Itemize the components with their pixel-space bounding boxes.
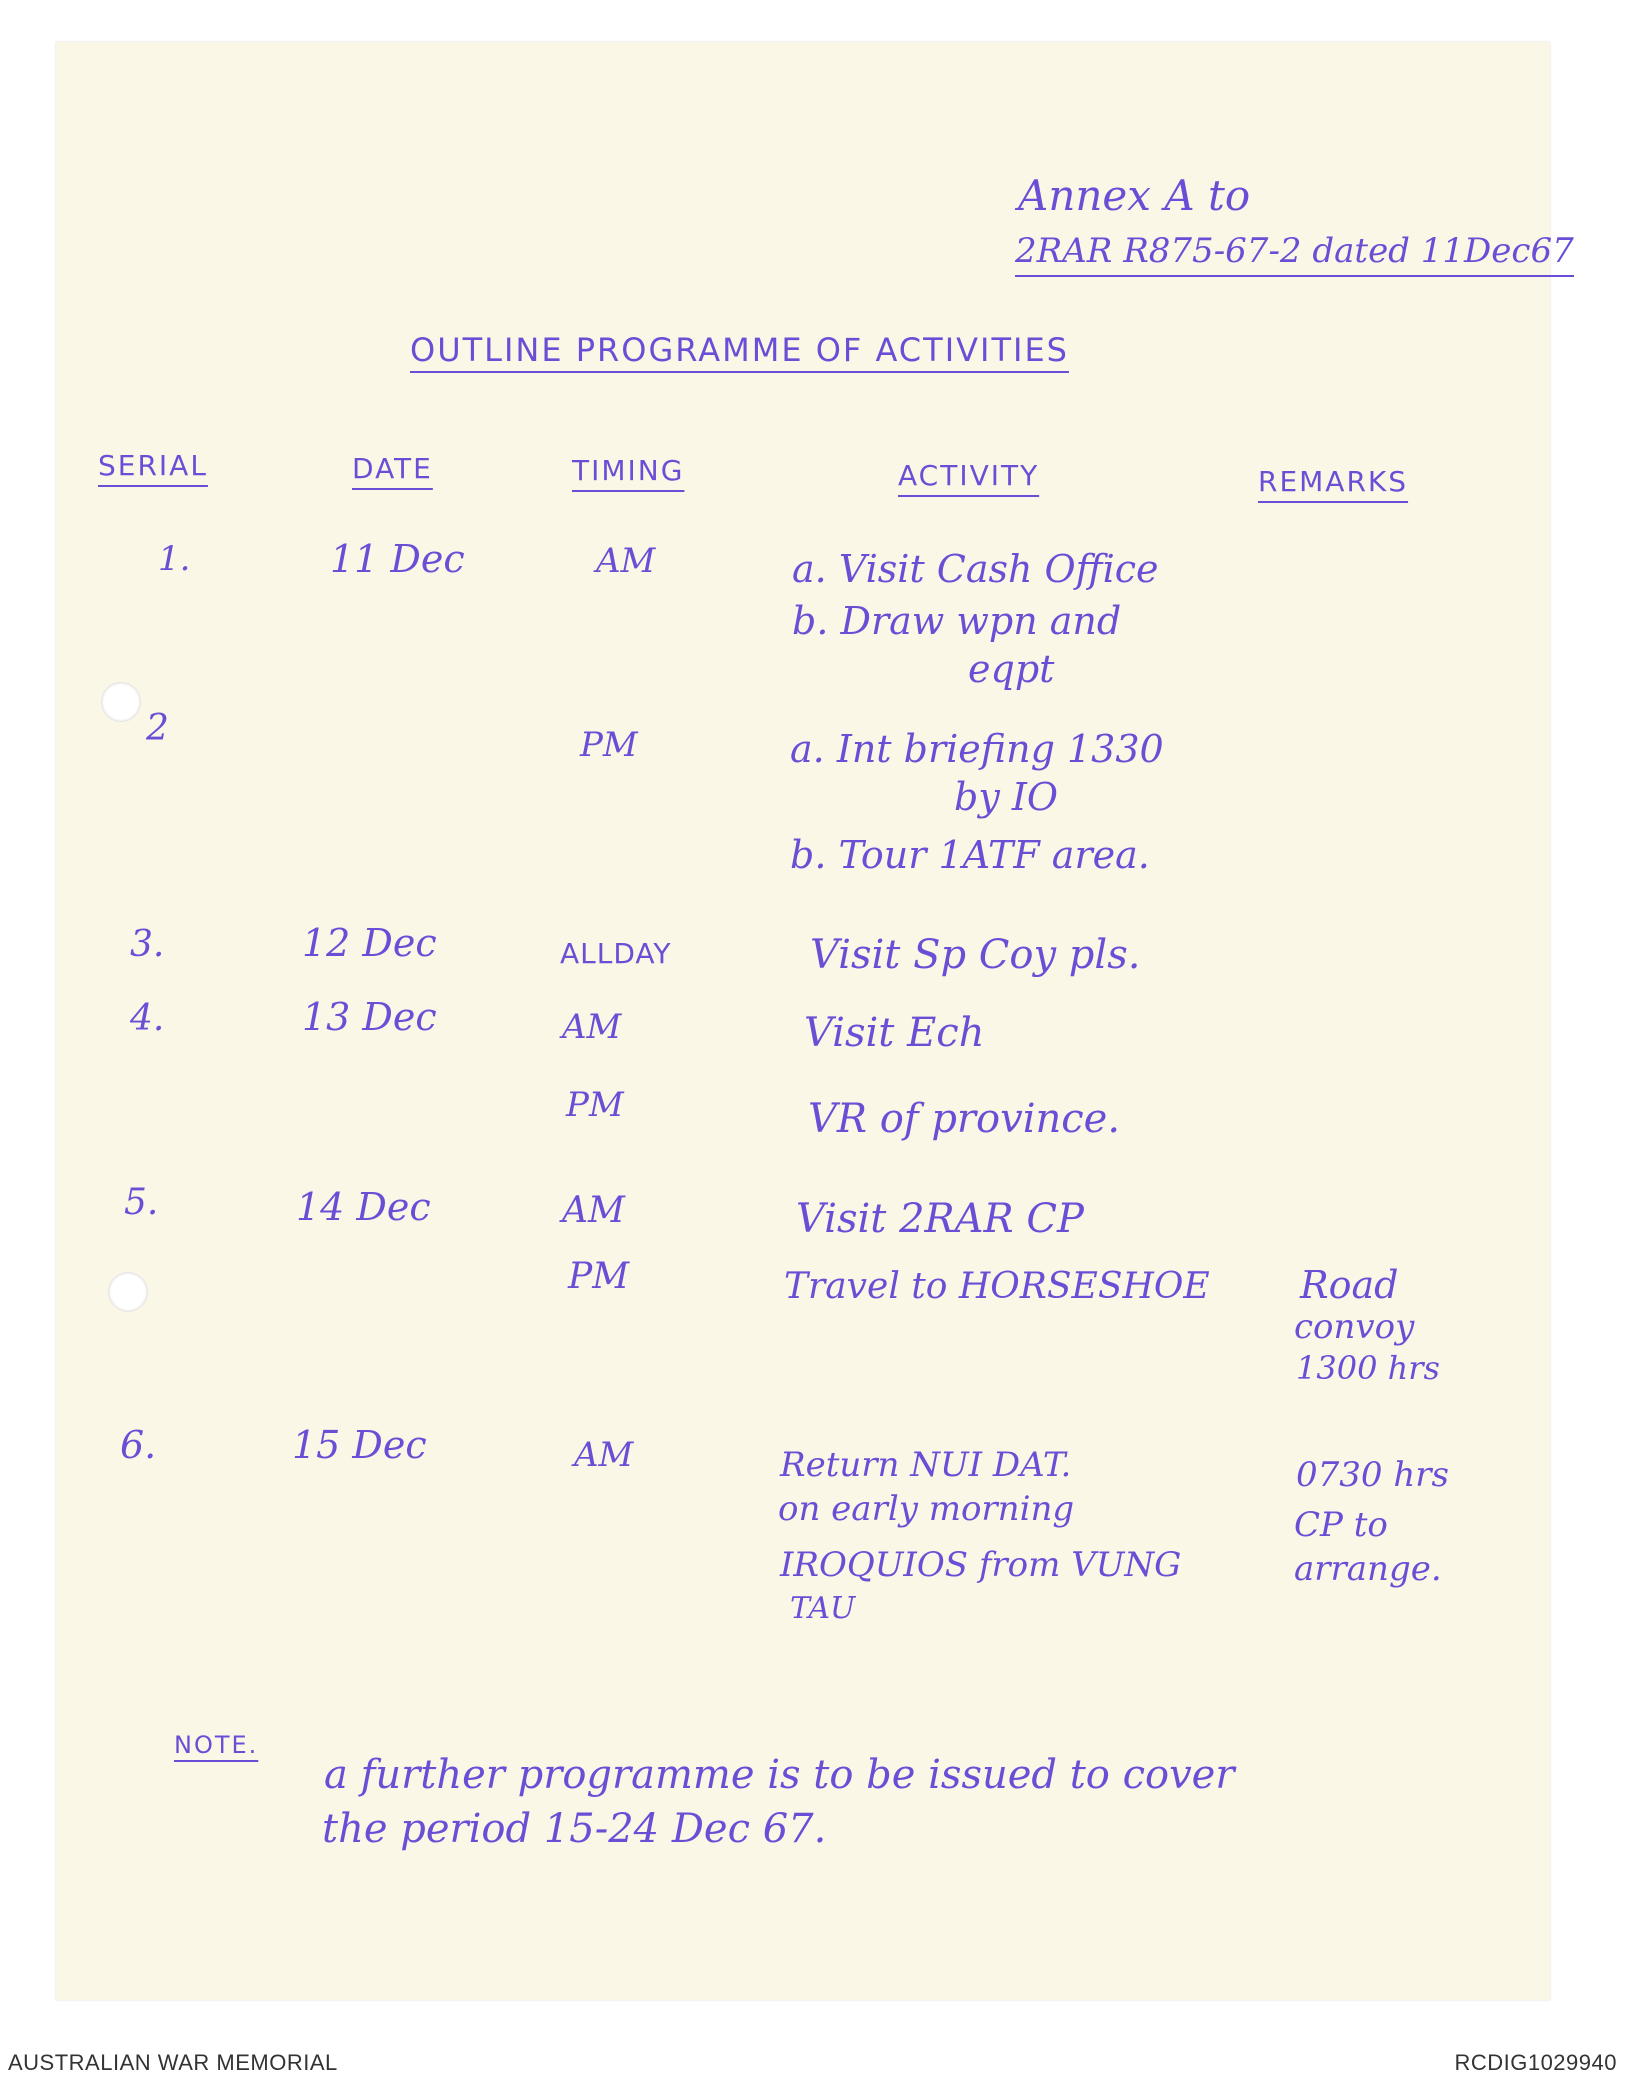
row-date: 13 Dec	[302, 995, 437, 1039]
row-remarks-line: convoy	[1294, 1307, 1415, 1347]
footer-source: AUSTRALIAN WAR MEMORIAL	[8, 2050, 338, 2075]
row-serial: 3.	[130, 924, 165, 965]
row-timing: AM	[562, 1007, 622, 1047]
col-activity-header: ACTIVITY	[898, 459, 1040, 492]
row-activity-line: b. Draw wpn and	[792, 599, 1122, 643]
note-label: NOTE.	[174, 1731, 259, 1759]
row-remarks-line: 0730 hrs	[1296, 1455, 1449, 1495]
col-timing-header: TIMING	[572, 454, 685, 487]
row-date: 14 Dec	[296, 1185, 431, 1229]
row-activity-line: a. Visit Cash Office	[792, 547, 1159, 591]
row-activity-line: on early morning	[778, 1489, 1075, 1529]
row-activity-line: by IO	[954, 775, 1059, 819]
row-serial: 5.	[124, 1182, 159, 1223]
row-activity-line: Visit Ech	[804, 1010, 985, 1056]
punch-hole-bottom	[108, 1272, 148, 1312]
col-remarks-header: REMARKS	[1258, 465, 1409, 498]
row-activity-line: VR of province.	[808, 1096, 1121, 1142]
row-serial: 4.	[130, 998, 165, 1039]
col-serial-header: SERIAL	[98, 449, 208, 482]
row-timing: PM	[568, 1256, 630, 1297]
note-line-2: the period 15-24 Dec 67.	[322, 1806, 827, 1852]
row-date: 11 Dec	[330, 537, 465, 581]
row-remarks-line: 1300 hrs	[1296, 1349, 1440, 1387]
row-remarks-line: Road	[1300, 1263, 1399, 1307]
note-line-1: a further programme is to be issued to cover	[324, 1752, 1235, 1798]
row-timing: ALLDAY	[560, 937, 672, 970]
row-activity-line: Travel to HORSESHOE	[784, 1266, 1210, 1307]
row-timing: PM	[566, 1085, 624, 1125]
row-serial: 1.	[158, 539, 191, 579]
row-activity-line: IROQUIOS from VUNG	[780, 1545, 1182, 1585]
row-remarks-line: arrange.	[1294, 1549, 1442, 1589]
row-timing: AM	[562, 1190, 625, 1231]
col-date-header: DATE	[352, 452, 433, 485]
footer-identifier: RCDIG1029940	[1454, 2050, 1617, 2075]
row-activity-line: Return NUI DAT.	[780, 1445, 1072, 1485]
row-activity-line: TAU	[790, 1591, 856, 1626]
document-title: OUTLINE PROGRAMME OF ACTIVITIES	[410, 331, 1069, 369]
row-remarks-line: CP to	[1294, 1505, 1388, 1545]
row-serial: 6.	[120, 1423, 157, 1467]
row-date: 12 Dec	[302, 921, 437, 965]
row-activity-line: a. Int briefing 1330	[790, 727, 1164, 771]
row-timing: PM	[580, 725, 638, 765]
punch-hole-top	[101, 682, 141, 722]
row-activity-line: b. Tour 1ATF area.	[790, 833, 1150, 877]
annex-label: Annex A to	[1018, 171, 1251, 220]
row-timing: AM	[596, 541, 656, 581]
row-date: 15 Dec	[292, 1423, 427, 1467]
row-serial: 2	[146, 708, 169, 749]
row-activity-line: eqpt	[968, 647, 1055, 691]
reference-line: 2RAR R875-67-2 dated 11Dec67	[1015, 232, 1574, 277]
row-activity-line: Visit 2RAR CP	[796, 1196, 1084, 1242]
row-activity-line: Visit Sp Coy pls.	[810, 932, 1141, 978]
row-timing: AM	[574, 1435, 634, 1475]
